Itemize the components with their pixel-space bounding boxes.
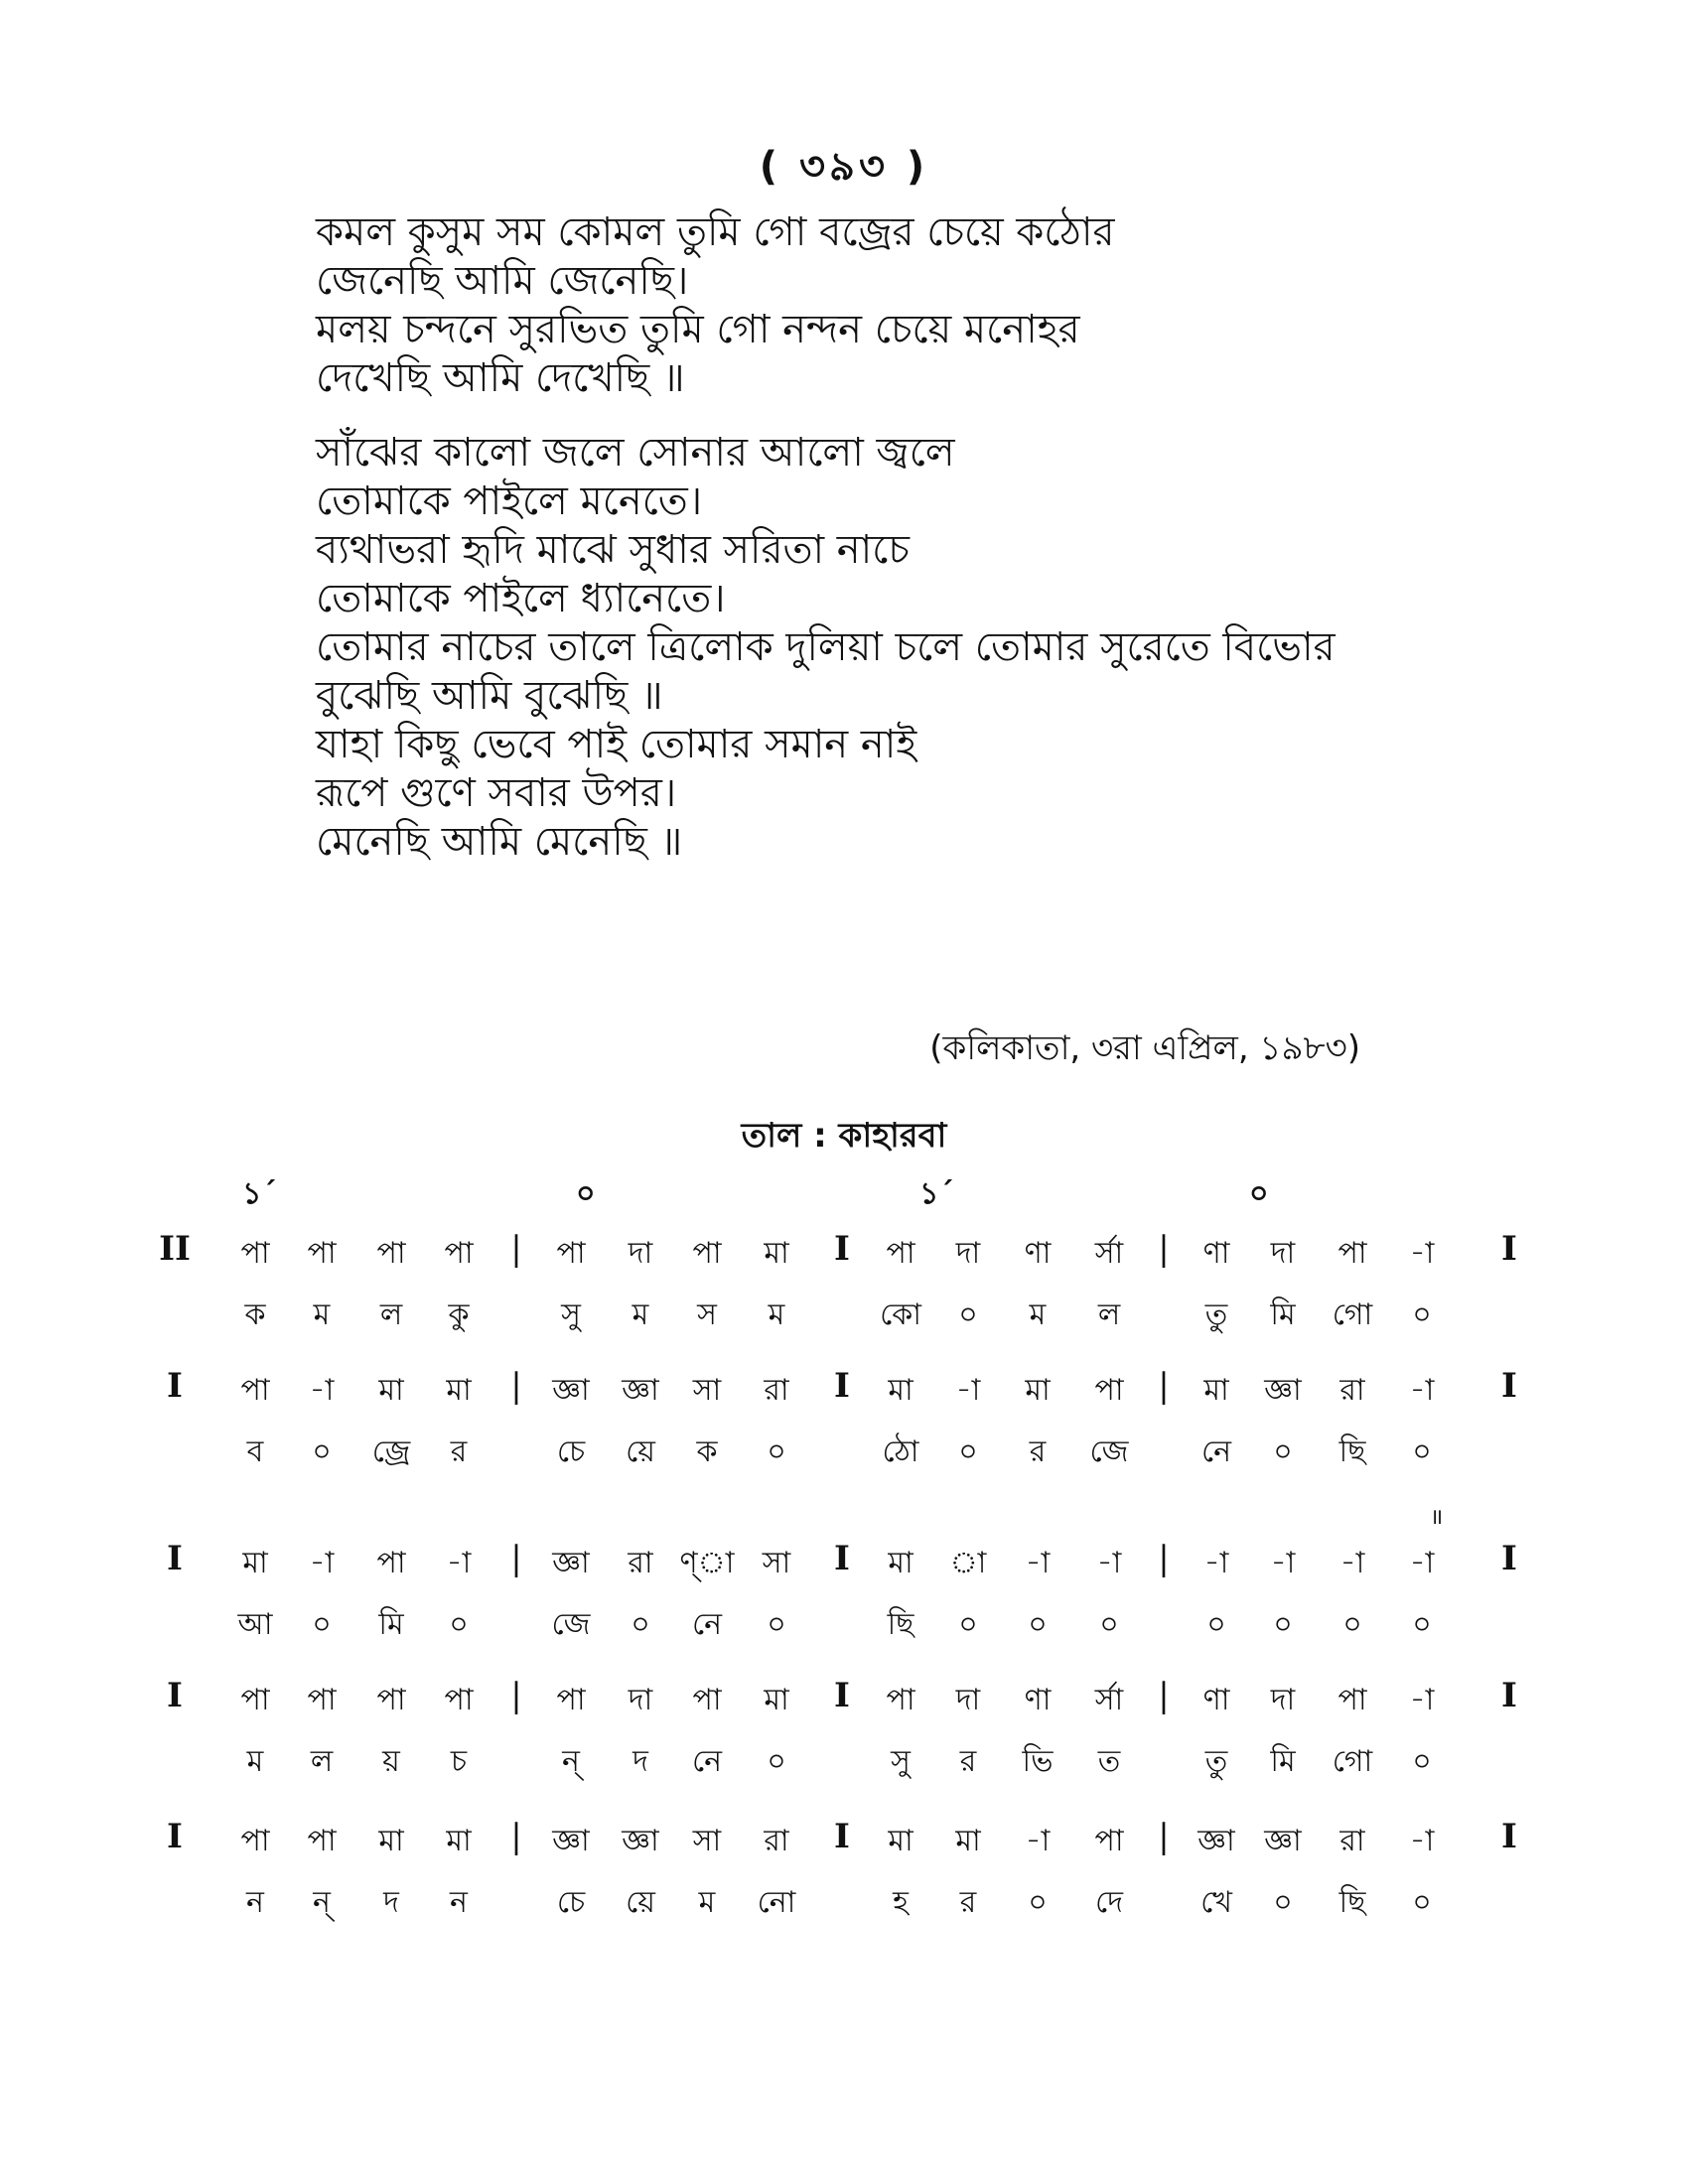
beat-separator: | — [510, 1366, 522, 1406]
sahitya-syllable: ন — [450, 1885, 468, 1920]
sahitya-syllable: য়ে — [626, 1434, 655, 1469]
lyric-line: মলয় চন্দনে সুরভিত তুমি গো নন্দন চেয়ে মনোহর — [316, 307, 1080, 352]
beat-separator: I — [834, 1366, 850, 1406]
swara-note: মা — [1203, 1373, 1229, 1408]
sahitya-syllable: মি — [1270, 1297, 1296, 1332]
sahitya-syllable: র — [450, 1434, 468, 1469]
swara-note: -া — [1025, 1546, 1051, 1580]
swara-note: রা — [1339, 1373, 1365, 1408]
sahitya-syllable: ০ — [312, 1607, 332, 1642]
sahitya-syllable: মি — [1270, 1744, 1296, 1779]
sahitya-syllable: র — [1029, 1434, 1047, 1469]
lyric-line: রূপে গুণে সবার উপর। — [316, 770, 677, 816]
swara-note: পা — [444, 1683, 474, 1717]
swara-note: ণা — [1202, 1236, 1230, 1271]
sahitya-syllable: ন — [246, 1885, 264, 1920]
sahitya-syllable: ০ — [1273, 1885, 1293, 1920]
sahitya-syllable: ম — [768, 1297, 785, 1332]
beat-separator: | — [1158, 1676, 1170, 1715]
swara-note: পা — [307, 1236, 337, 1271]
swara-note: -া — [1409, 1236, 1435, 1271]
swara-note: রা — [764, 1373, 789, 1408]
swara-note: জ্ঞা — [622, 1824, 659, 1858]
swara-note: সা — [762, 1546, 791, 1580]
swara-note: দা — [1270, 1683, 1296, 1717]
swara-note: পা — [692, 1236, 722, 1271]
sahitya-syllable: গো — [1332, 1297, 1373, 1332]
swara-note: মা — [764, 1683, 789, 1717]
sahitya-syllable: ০ — [1412, 1434, 1432, 1469]
notation-block — [0, 1817, 1688, 1956]
sahitya-syllable: ০ — [1028, 1607, 1048, 1642]
sahitya-syllable: দ — [633, 1744, 648, 1779]
beat-separator: | — [510, 1229, 522, 1269]
swara-note: -া — [1270, 1546, 1296, 1580]
sahitya-syllable: ০ — [958, 1434, 978, 1469]
row-end-bar: I — [1501, 1676, 1517, 1715]
swara-note: রা — [764, 1824, 789, 1858]
row-start-bar: I — [167, 1539, 183, 1578]
swara-note: পা — [1094, 1824, 1124, 1858]
beat-separator: | — [510, 1676, 522, 1715]
swara-note: পা — [692, 1683, 722, 1717]
sahitya-syllable: ত — [1097, 1744, 1121, 1779]
notation-block — [0, 1229, 1688, 1368]
swara-note: মা — [242, 1546, 268, 1580]
sahitya-syllable: ০ — [958, 1297, 978, 1332]
swara-note: -া — [1096, 1546, 1122, 1580]
swara-note: রা — [628, 1546, 653, 1580]
swara-note: দা — [628, 1683, 653, 1717]
sahitya-syllable: নে — [1200, 1434, 1232, 1469]
swara-note: পা — [556, 1683, 586, 1717]
swara-note: -া — [1339, 1546, 1365, 1580]
swara-note: ণা — [1202, 1683, 1230, 1717]
swara-note: -া — [309, 1546, 335, 1580]
sahitya-syllable: দে — [1095, 1885, 1123, 1920]
row-end-bar: I — [1501, 1229, 1517, 1269]
sahitya-syllable: জে — [1089, 1434, 1129, 1469]
sahitya-syllable: ম — [246, 1744, 264, 1779]
lyric-line: মেনেছি আমি মেনেছি ॥ — [316, 819, 683, 865]
sahitya-syllable: গো — [1332, 1744, 1373, 1779]
song-lyrics — [316, 208, 1507, 892]
swara-note: মা — [888, 1546, 914, 1580]
beat-separator: | — [1158, 1539, 1170, 1578]
swara-note: জ্ঞা — [552, 1824, 590, 1858]
swara-note: সা — [692, 1824, 722, 1858]
sahitya-syllable: আ — [237, 1607, 273, 1642]
swara-note: পা — [240, 1373, 270, 1408]
notation-block — [0, 1366, 1688, 1505]
swara-note: মা — [446, 1824, 472, 1858]
swara-note: -া — [1409, 1546, 1435, 1580]
swara-note: সা — [692, 1373, 722, 1408]
beat-marks-row — [0, 1169, 1688, 1209]
sahitya-syllable: য়ে — [626, 1885, 655, 1920]
sahitya-syllable: ০ — [449, 1607, 469, 1642]
sahitya-syllable: তু — [1204, 1297, 1228, 1332]
lyric-line: যাহা কিছু ভেবে পাই তোমার সমান নাই — [316, 722, 917, 767]
sahitya-syllable: ০ — [767, 1607, 786, 1642]
row-start-bar: II — [159, 1229, 191, 1269]
swara-note: -া — [955, 1373, 981, 1408]
swara-note: -া — [1409, 1373, 1435, 1408]
lyric-line: সাঁঝের কালো জলে সোনার আলো জ্বলে — [316, 430, 955, 476]
swara-note: জ্ঞা — [552, 1546, 590, 1580]
swara-note: র্সা — [1094, 1683, 1124, 1717]
sahitya-syllable: নো — [757, 1885, 796, 1920]
sahitya-syllable: কু — [448, 1297, 470, 1332]
lyric-line: তোমাকে পাইলে মনেতে। — [316, 478, 703, 524]
sahitya-syllable: ০ — [1273, 1434, 1293, 1469]
beat-separator: I — [834, 1817, 850, 1856]
beat-separator: | — [1158, 1229, 1170, 1269]
sahitya-syllable: ০ — [1412, 1885, 1432, 1920]
swara-note: মা — [446, 1373, 472, 1408]
swara-note: -া — [309, 1373, 335, 1408]
beat-mark: ০ — [576, 1176, 596, 1211]
stanza-2 — [316, 429, 1507, 867]
swara-note: পা — [1337, 1236, 1367, 1271]
sahitya-syllable: ম — [698, 1885, 716, 1920]
swara-note: -া — [446, 1546, 472, 1580]
stanza-1 — [316, 208, 1507, 403]
sahitya-syllable: ন্ — [562, 1744, 580, 1779]
lyric-line: তোমাকে পাইলে ধ্যানেতে। — [316, 576, 726, 621]
sahitya-syllable: ল — [1097, 1297, 1121, 1332]
swara-note: জ্ঞা — [552, 1373, 590, 1408]
row-start-bar: I — [167, 1366, 183, 1406]
swara-note: মা — [1025, 1373, 1051, 1408]
row-end-bar: I — [1501, 1817, 1517, 1856]
lyric-line: বুঝেছি আমি বুঝেছি ॥ — [316, 673, 663, 719]
sahitya-syllable: ০ — [1412, 1607, 1432, 1642]
swara-note: মা — [955, 1824, 981, 1858]
sahitya-syllable: মি — [378, 1607, 404, 1642]
sahitya-syllable: ০ — [312, 1434, 332, 1469]
sahitya-syllable: ঠো — [882, 1434, 919, 1469]
beat-separator: | — [1158, 1366, 1170, 1406]
notation-block — [0, 1676, 1688, 1815]
swara-note: পা — [376, 1546, 406, 1580]
sahitya-syllable: ০ — [1206, 1607, 1226, 1642]
swara-note: -া — [1409, 1683, 1435, 1717]
swara-note: মা — [764, 1236, 789, 1271]
sahitya-syllable: তু — [1204, 1744, 1228, 1779]
sahitya-syllable: দ — [383, 1885, 399, 1920]
sahitya-syllable: ০ — [958, 1607, 978, 1642]
swara-note: রা — [1339, 1824, 1365, 1858]
sahitya-syllable: ম — [1029, 1297, 1047, 1332]
swara-note: ণা — [1024, 1236, 1052, 1271]
sahitya-syllable: চ — [450, 1744, 468, 1779]
sahitya-syllable: ম — [313, 1297, 331, 1332]
swara-note: ণা — [1024, 1683, 1052, 1717]
sahitya-syllable: ল — [379, 1297, 403, 1332]
swara-note: পা — [1094, 1373, 1124, 1408]
sahitya-syllable: জে — [551, 1607, 591, 1642]
sahitya-syllable: নে — [691, 1607, 723, 1642]
sahitya-syllable: ০ — [1028, 1885, 1048, 1920]
sahitya-syllable: সু — [891, 1744, 911, 1779]
swara-note: দা — [955, 1683, 981, 1717]
swara-note: পা — [240, 1824, 270, 1858]
swara-note: মা — [888, 1373, 914, 1408]
swara-note: জ্ঞা — [1197, 1824, 1235, 1858]
swara-note: জ্ঞা — [1264, 1373, 1302, 1408]
sahitya-syllable: ছি — [887, 1607, 914, 1642]
beat-separator: I — [834, 1539, 850, 1578]
sahitya-syllable: ০ — [1412, 1744, 1432, 1779]
beat-mark: ১´ — [242, 1176, 277, 1211]
page-number: ( ৩৯৩ ) — [759, 144, 929, 190]
swara-note: -া — [1025, 1824, 1051, 1858]
sahitya-syllable: চে — [556, 1434, 586, 1469]
tala-heading: তাল : কাহারবা — [741, 1116, 947, 1156]
sahitya-syllable: র — [959, 1744, 977, 1779]
sahitya-syllable: ০ — [631, 1607, 650, 1642]
sahitya-syllable: সু — [561, 1297, 581, 1332]
swara-note: পা — [444, 1236, 474, 1271]
lyric-line: ব্যথাভরা হৃদি মাঝে সুধার সরিতা নাচে — [316, 527, 910, 573]
lyric-line: তোমার নাচের তালে ত্রিলোক দুলিয়া চলে তোমার সুরেতে বিভোর — [316, 624, 1336, 670]
sahitya-syllable: কো — [880, 1297, 921, 1332]
swara-note: পা — [1337, 1683, 1367, 1717]
swara-note: -া — [1409, 1824, 1435, 1858]
sahitya-syllable: ০ — [767, 1434, 786, 1469]
swara-note: পা — [307, 1683, 337, 1717]
sahitya-syllable: ০ — [1273, 1607, 1293, 1642]
double-bar-mark: ॥ — [1430, 1505, 1444, 1530]
swara-note: দা — [628, 1236, 653, 1271]
lyric-line: জেনেছি আমি জেনেছি। — [316, 258, 689, 304]
swara-note: পা — [240, 1236, 270, 1271]
sahitya-syllable: হ — [893, 1885, 909, 1920]
sahitya-syllable: ছি — [1338, 1434, 1366, 1469]
beat-mark: ১´ — [919, 1176, 954, 1211]
lyric-line: কমল কুসুম সম কোমল তুমি গো বজ্রের চেয়ে কঠোর — [316, 209, 1115, 255]
beat-separator: | — [510, 1539, 522, 1578]
sahitya-syllable: ভি — [1022, 1744, 1054, 1779]
sahitya-syllable: ন্ — [313, 1885, 331, 1920]
sahitya-syllable: ম — [632, 1297, 649, 1332]
swara-note: -া — [1203, 1546, 1229, 1580]
sahitya-syllable: খে — [1200, 1885, 1232, 1920]
swara-note: জ্ঞা — [622, 1373, 659, 1408]
swara-note: র্সা — [1094, 1236, 1124, 1271]
lyric-line: দেখেছি আমি দেখেছি ॥ — [316, 355, 685, 401]
swara-note: পা — [556, 1236, 586, 1271]
sahitya-syllable: জ্রে — [371, 1434, 411, 1469]
sahitya-syllable: র — [959, 1885, 977, 1920]
sahitya-syllable: ব — [246, 1434, 264, 1469]
swara-note: ণ্‌া — [679, 1546, 735, 1580]
beat-separator: I — [834, 1676, 850, 1715]
swara-note: দা — [955, 1236, 981, 1271]
row-end-bar: I — [1501, 1366, 1517, 1406]
sahitya-syllable: নে — [691, 1744, 723, 1779]
sahitya-syllable: য় — [382, 1744, 400, 1779]
sahitya-syllable: চে — [556, 1885, 586, 1920]
swara-note: দা — [1270, 1236, 1296, 1271]
swara-note: মা — [888, 1824, 914, 1858]
swara-note: মা — [378, 1373, 404, 1408]
sahitya-syllable: ০ — [767, 1744, 786, 1779]
swara-note: মা — [378, 1824, 404, 1858]
sahitya-syllable: ছি — [1338, 1885, 1366, 1920]
row-start-bar: I — [167, 1817, 183, 1856]
sahitya-syllable: ০ — [1412, 1297, 1432, 1332]
beat-separator: I — [834, 1229, 850, 1269]
swara-note: পা — [376, 1683, 406, 1717]
swara-note: জ্ঞা — [1264, 1824, 1302, 1858]
sahitya-syllable: ল — [310, 1744, 334, 1779]
swara-note: পা — [886, 1236, 915, 1271]
beat-separator: | — [510, 1817, 522, 1856]
beat-mark: ০ — [1249, 1176, 1269, 1211]
swara-note: পা — [307, 1824, 337, 1858]
swara-note: পা — [240, 1683, 270, 1717]
sahitya-syllable: ক — [244, 1297, 266, 1332]
swara-note: পা — [886, 1683, 915, 1717]
swara-note: পা — [376, 1236, 406, 1271]
sahitya-syllable: ক — [696, 1434, 718, 1469]
sahitya-syllable: স — [697, 1297, 717, 1332]
row-start-bar: I — [167, 1676, 183, 1715]
beat-separator: | — [1158, 1817, 1170, 1856]
notation-block — [0, 1505, 1688, 1678]
sahitya-syllable: ০ — [1099, 1607, 1119, 1642]
swara-note: া — [949, 1546, 987, 1580]
row-end-bar: I — [1501, 1539, 1517, 1578]
place-date: (কলিকাতা, ৩রা এপ্রিল, ১৯৮৩) — [929, 1028, 1360, 1068]
sahitya-syllable: ০ — [1342, 1607, 1362, 1642]
